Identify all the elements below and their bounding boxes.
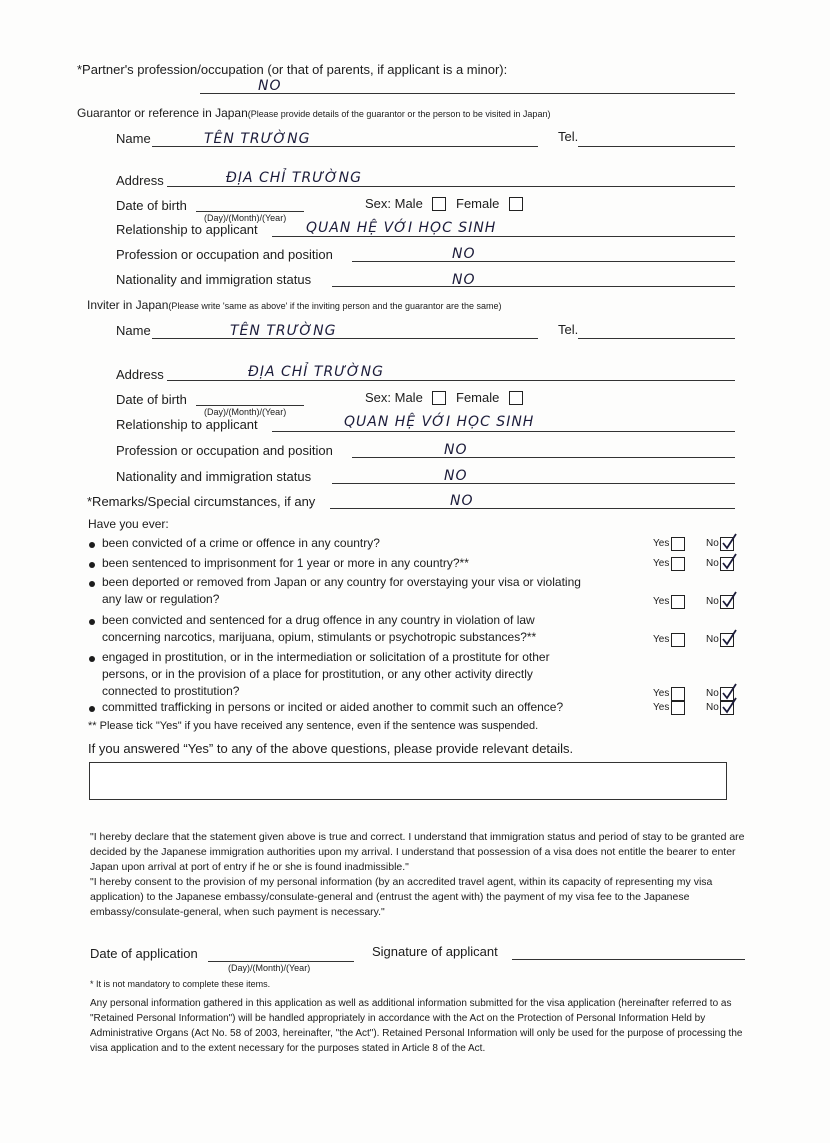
guarantor-nationality-label: Nationality and immigration status	[116, 272, 312, 287]
inviter-dob-line[interactable]	[196, 405, 304, 406]
inviter-tel-label: Tel.	[558, 322, 579, 337]
guarantor-address-value[interactable]: ĐỊA CHỈ TRƯỜNG	[226, 170, 363, 186]
question-text: been convicted and sentenced for a drug offence in any country in violation of law	[102, 613, 535, 627]
details-prompt: If you answered “Yes” to any of the above questions, please provide relevant details.	[88, 741, 574, 756]
privacy-notice: Any personal information gathered in this application as well as additional information submitted for the visa application (hereinafter referred to as "Retained Personal Information") will be handled appropriately in accordance with the Act on the Protection of Personal Information Held by Administrative Organs (Act No. 58 of 2003, hereinafter, "the Act"). Retained Personal Information will only be used for the purpose of processing the visa application and to the extent necessary for the purposes stated in Article 8 of the Act.	[90, 998, 743, 1054]
check-mark-icon	[720, 553, 738, 571]
yes-label: Yes	[653, 634, 670, 645]
remarks-line	[330, 508, 735, 509]
yes-checkbox[interactable]	[671, 537, 685, 551]
inviter-address-label: Address	[116, 367, 164, 382]
inviter-profession-value[interactable]: NO	[444, 442, 468, 458]
declaration-p2: "I hereby consent to the provision of my personal information (by an accredited travel agent, within its capacity of representing my visa application) to the Japanese embassy/consulate-general and (entrust the agent with) the payment of my visa fee to the Japanese embassy/consulate-general, when such payment is necessary."	[90, 876, 713, 918]
inviter-nationality-value[interactable]: NO	[444, 468, 468, 484]
question-text: engaged in prostitution, or in the intermediation or solicitation of a prostitute for other	[102, 650, 550, 664]
guarantor-name-value[interactable]: TÊN TRƯỜNG	[204, 131, 311, 147]
inviter-sex-label: Sex: Male	[365, 390, 423, 405]
signature-line[interactable]	[512, 959, 745, 960]
inviter-address-line	[167, 380, 735, 381]
yes-label: Yes	[653, 558, 670, 569]
guarantor-nationality-value[interactable]: NO	[452, 272, 476, 288]
yes-checkbox[interactable]	[671, 687, 685, 701]
question-text: concerning narcotics, marijuana, opium, stimulants or psychotropic substances?**	[102, 630, 537, 644]
inviter-heading: Inviter in Japan(Please write 'same as above' if the inviting person and the guarantor are the same)	[87, 298, 502, 312]
question-text: committed trafficking in persons or incited or aided another to commit such an offence?	[102, 700, 564, 714]
declaration-p1: "I hereby declare that the statement given above is true and correct. I understand that immigration status and period of stay to be granted are decided by the Japanese immigration authorities upon my arrival. I understand that possession of a visa does not entitle the bearer to enter Japan upon arrival at port of entry if he or she is found inadmissible."	[90, 831, 745, 873]
inviter-address-value[interactable]: ĐỊA CHỈ TRƯỜNG	[248, 364, 385, 380]
no-label: No	[706, 558, 719, 569]
question-bullet	[89, 706, 95, 712]
question-text: persons, or in the provision of a place for prostitution, or any other activity directly	[102, 667, 533, 681]
guarantor-relationship-value[interactable]: QUAN HỆ VỚI HỌC SINH	[306, 220, 497, 236]
guarantor-nationality-line	[332, 286, 735, 287]
guarantor-female-label: Female	[456, 196, 500, 211]
yes-label: Yes	[653, 702, 670, 713]
inviter-nationality-line	[332, 483, 735, 484]
signature-label: Signature of applicant	[372, 944, 498, 959]
question-bullet	[89, 619, 95, 625]
yes-label: Yes	[653, 538, 670, 549]
questions-footnote: ** Please tick "Yes" if you have received any sentence, even if the sentence was suspended.	[88, 720, 539, 732]
question-bullet	[89, 581, 95, 587]
guarantor-sex-label: Sex: Male	[365, 196, 423, 211]
no-checkbox[interactable]	[720, 557, 734, 571]
yes-checkbox[interactable]	[671, 557, 685, 571]
no-checkbox[interactable]	[720, 633, 734, 647]
yes-checkbox[interactable]	[671, 595, 685, 609]
yes-checkbox[interactable]	[671, 633, 685, 647]
question-text: any law or regulation?	[102, 592, 220, 606]
guarantor-heading: Guarantor or reference in Japan(Please provide details of the guarantor or the person to be visited in Japan)	[77, 106, 551, 120]
guarantor-male-checkbox[interactable]	[432, 197, 446, 211]
guarantor-tel-line[interactable]	[578, 146, 735, 147]
question-text: been convicted of a crime or offence in any country?	[102, 536, 380, 550]
remarks-label: *Remarks/Special circumstances, if any	[87, 494, 316, 509]
guarantor-profession-label: Profession or occupation and position	[116, 247, 333, 262]
inviter-female-checkbox[interactable]	[509, 391, 523, 405]
no-checkbox[interactable]	[720, 701, 734, 715]
inviter-dob-label: Date of birth	[116, 392, 187, 407]
date-of-application-label: Date of application	[90, 946, 198, 961]
check-mark-icon	[720, 533, 738, 551]
guarantor-dob-label: Date of birth	[116, 198, 187, 213]
question-text: been sentenced to imprisonment for 1 year or more in any country?**	[102, 556, 469, 570]
date-of-application-line[interactable]	[208, 961, 354, 962]
guarantor-profession-line	[352, 261, 735, 262]
guarantor-dob-format: (Day)/(Month)/(Year)	[204, 213, 287, 223]
no-label: No	[706, 634, 719, 645]
check-mark-icon	[720, 697, 738, 715]
guarantor-address-label: Address	[116, 173, 164, 188]
date-of-application-format: (Day)/(Month)/(Year)	[228, 963, 311, 973]
guarantor-tel-label: Tel.	[558, 129, 579, 144]
partner-label: *Partner's profession/occupation (or that of parents, if applicant is a minor):	[77, 62, 508, 77]
guarantor-relationship-line	[272, 236, 735, 237]
inviter-dob-format: (Day)/(Month)/(Year)	[204, 407, 287, 417]
no-checkbox[interactable]	[720, 537, 734, 551]
guarantor-address-line	[167, 186, 735, 187]
inviter-nationality-label: Nationality and immigration status	[116, 469, 312, 484]
partner-value[interactable]: NO	[258, 78, 282, 94]
question-bullet	[89, 542, 95, 548]
inviter-relationship-line	[272, 431, 735, 432]
no-label: No	[706, 688, 719, 699]
yes-label: Yes	[653, 688, 670, 699]
inviter-profession-label: Profession or occupation and position	[116, 443, 333, 458]
no-label: No	[706, 596, 719, 607]
inviter-tel-line[interactable]	[578, 338, 735, 339]
details-textbox[interactable]	[89, 762, 727, 800]
guarantor-female-checkbox[interactable]	[509, 197, 523, 211]
footer-note: * It is not mandatory to complete these items.	[90, 979, 271, 989]
question-bullet	[89, 562, 95, 568]
no-checkbox[interactable]	[720, 595, 734, 609]
inviter-name-label: Name	[116, 323, 151, 338]
inviter-profession-line	[352, 457, 735, 458]
no-label: No	[706, 538, 719, 549]
question-bullet	[89, 656, 95, 662]
guarantor-profession-value[interactable]: NO	[452, 246, 476, 262]
check-mark-icon	[720, 591, 738, 609]
no-label: No	[706, 702, 719, 713]
question-text: connected to prostitution?	[102, 684, 240, 698]
guarantor-dob-line[interactable]	[196, 211, 304, 212]
guarantor-name-label: Name	[116, 131, 151, 146]
inviter-name-value[interactable]: TÊN TRƯỜNG	[230, 323, 337, 339]
questions-heading: Have you ever:	[88, 517, 169, 531]
inviter-female-label: Female	[456, 390, 500, 405]
question-text: been deported or removed from Japan or any country for overstaying your visa or violating	[102, 575, 581, 589]
declaration	[90, 830, 745, 920]
inviter-relationship-value[interactable]: QUAN HỆ VỚI HỌC SINH	[344, 414, 535, 430]
guarantor-relationship-label: Relationship to applicant	[116, 222, 258, 237]
inviter-name-line	[152, 338, 538, 339]
yes-checkbox[interactable]	[671, 701, 685, 715]
inviter-male-checkbox[interactable]	[432, 391, 446, 405]
yes-label: Yes	[653, 596, 670, 607]
check-mark-icon	[720, 629, 738, 647]
inviter-relationship-label: Relationship to applicant	[116, 417, 258, 432]
remarks-value[interactable]: NO	[450, 493, 474, 509]
